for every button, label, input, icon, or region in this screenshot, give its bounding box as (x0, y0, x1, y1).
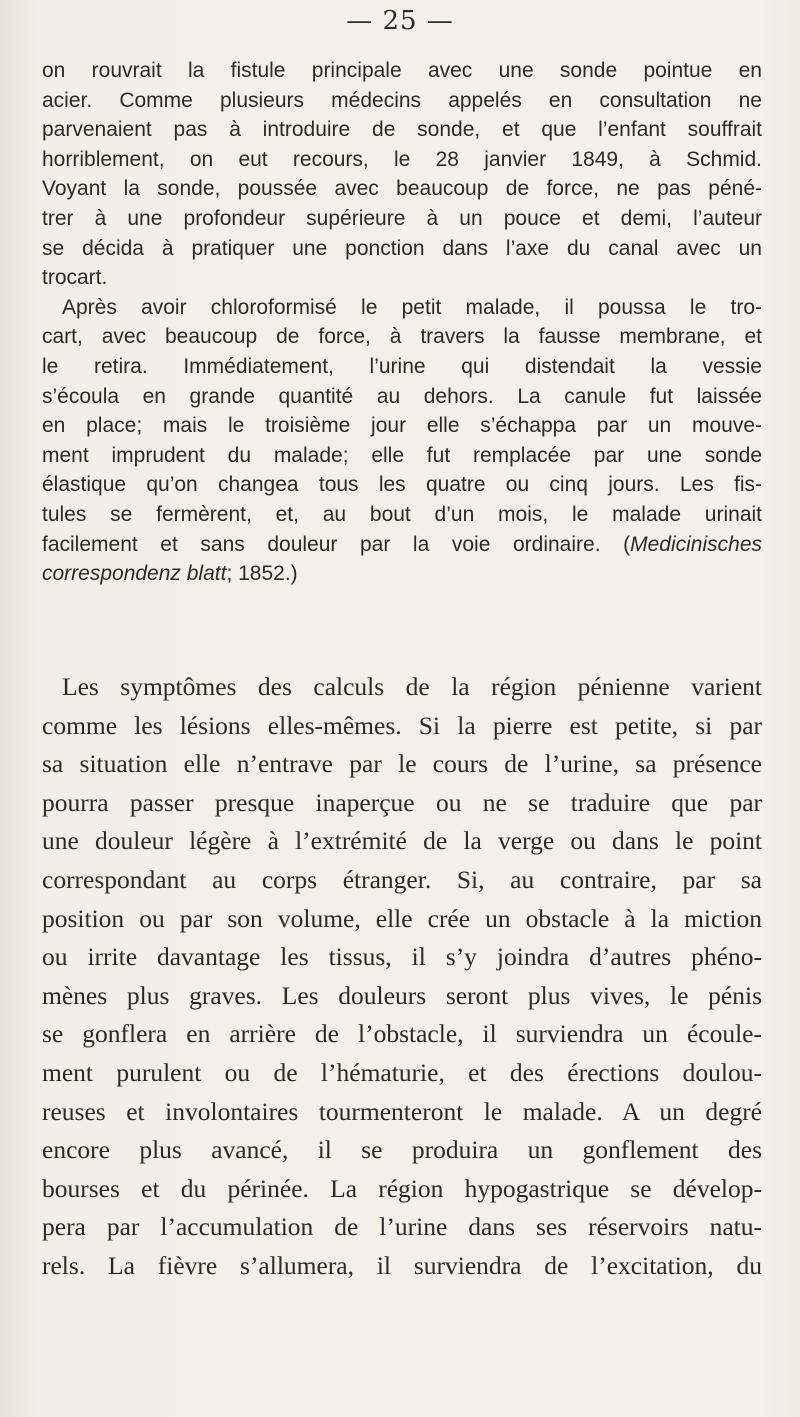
text-line: le retira. Immédiatement, l’urine qui distendait la vessie (42, 354, 762, 378)
text-line: ment imprudent du malade; elle fut remplacée par une sonde (42, 443, 762, 467)
text-line: sa situation elle n’entrave par le cours de l’urine, sa présence (42, 749, 762, 779)
text-line (42, 530, 762, 560)
text-line: s’écoula en grande quantité au dehors. La canule fut laissée (42, 384, 762, 408)
text-line: Les symptômes des calculs de la région pénienne varient (62, 672, 762, 701)
text-line (42, 559, 762, 589)
text-line: parvenaient pas à introduire de sonde, et que l’enfant souffrait (42, 118, 762, 142)
text-line: pourra passer presque inaperçue ou ne se traduire que par (42, 787, 762, 817)
main-paragraph (42, 668, 762, 1286)
text-line: on rouvrait la fistule principale avec une sonde pointue en (42, 59, 762, 82)
text-line: trer à une profondeur supérieure à un pouce et demi, l’auteur (42, 206, 762, 230)
journal-title: correspondenz blatt (42, 562, 227, 586)
text-line: horriblement, on eut recours, le 28 janvier 1849, à Schmid. (42, 147, 762, 171)
text-line: Voyant la sonde, poussée avec beaucoup de force, ne pas péné- (42, 177, 762, 201)
text-line: comme les lésions elles-mêmes. Si la pierre est petite, si par (42, 710, 762, 740)
text-line: bourses et du périnée. La région hypogastrique se dévelop- (42, 1173, 762, 1203)
text-line: position ou par son volume, elle crée un obstacle à la miction (42, 903, 762, 933)
text-line: ou irrite davantage les tissus, il s’y joindra d’autres phéno- (42, 942, 762, 972)
text-fragment: facilement et sans douleur par la voie ordinaire. ( (42, 532, 631, 556)
text-line: tules se fermèrent, et, au bout d’un mois, le malade urinait (42, 502, 762, 526)
case-report-paragraphs (42, 56, 762, 589)
text-line: rels. La fièvre s’allumera, il surviendra de l’excitation, du (42, 1250, 762, 1280)
text-line: une douleur légère à l’extrémité de la verge ou dans le point (42, 826, 762, 856)
text-line: reuses et involontaires tourmenteront le malade. A un degré (42, 1096, 762, 1126)
text-line: Après avoir chloroformisé le petit malade, il poussa le tro- (62, 295, 762, 319)
text-line: se gonflera en arrière de l’obstacle, il surviendra un écoule- (42, 1019, 762, 1049)
text-line: trocart. (42, 266, 108, 290)
text-line: ment purulent ou de l’hématurie, et des érections doulou- (42, 1057, 762, 1087)
text-line: cart, avec beaucoup de force, à travers la fausse membrane, et (42, 325, 762, 349)
text-line: encore plus avancé, il se produira un gonflement des (42, 1135, 762, 1165)
text-line: acier. Comme plusieurs médecins appelés en consultation ne (42, 88, 762, 112)
text-line: mènes plus graves. Les douleurs seront plus vives, le pénis (42, 980, 762, 1010)
journal-title: Medicinisches (630, 532, 762, 556)
page-number: — 25 — (346, 6, 454, 36)
text-fragment: ; 1852.) (226, 562, 298, 586)
text-line: se décida à pratiquer une ponction dans l’axe du canal avec un (42, 236, 762, 260)
text-line: correspondant au corps étranger. Si, au contraire, par sa (42, 864, 762, 894)
text-line: pera par l’accumulation de l’urine dans ses réservoirs natu- (42, 1212, 762, 1242)
text-line: en place; mais le troisième jour elle s’échappa par un mouve- (42, 414, 762, 438)
text-line: élastique qu’on changea tous les quatre ou cinq jours. Les fis- (42, 473, 762, 497)
